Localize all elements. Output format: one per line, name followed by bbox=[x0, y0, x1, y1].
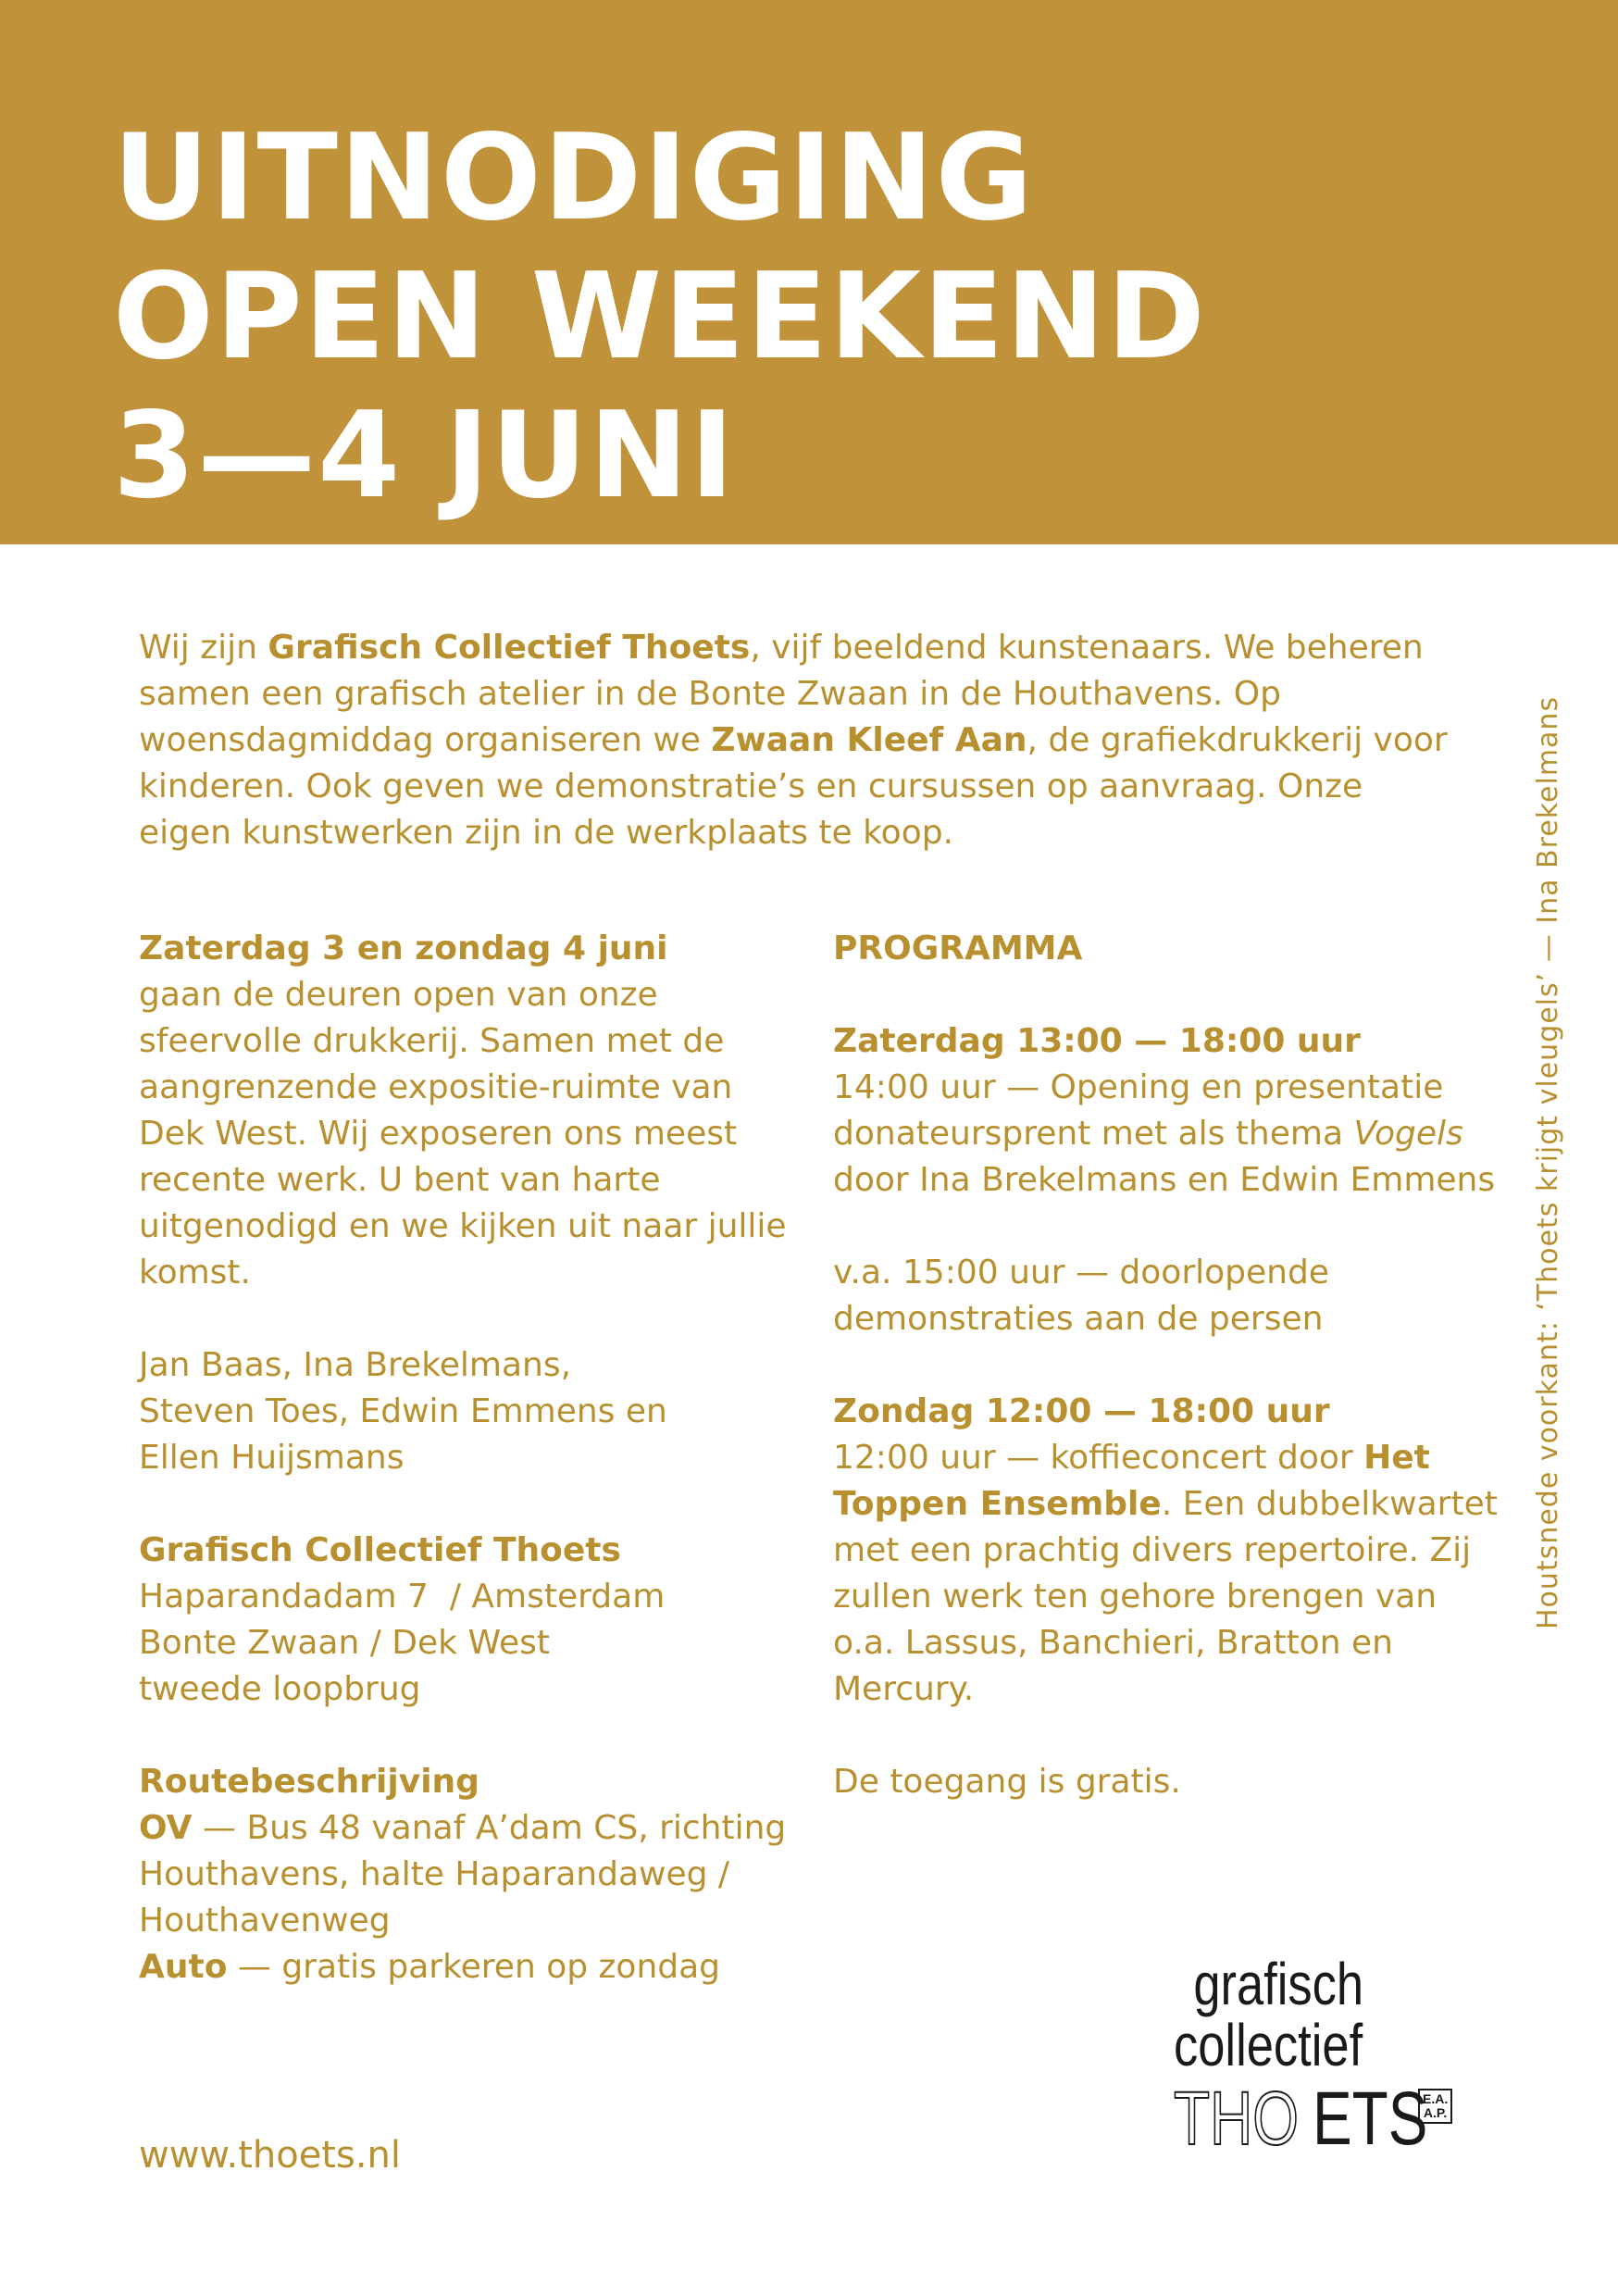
route-auto-text: — gratis parkeren op zondag bbox=[227, 1948, 721, 1986]
sunday-item-bold: Het Toppen Ensemble bbox=[833, 1439, 1430, 1523]
right-column bbox=[833, 926, 1500, 1805]
title-line-2: OPEN WEEKEND bbox=[113, 248, 1207, 386]
logo-wordmark bbox=[1174, 2077, 1479, 2161]
saturday-item-1-italic: Vogels bbox=[1353, 1115, 1463, 1153]
dates-heading: Zaterdag 3 en zondag 4 juni bbox=[139, 930, 668, 967]
saturday-item-1-pre: 14:00 uur — Opening en presentatie donateursprent met als thema bbox=[833, 1068, 1444, 1153]
dates-block bbox=[139, 926, 805, 1296]
address-block bbox=[139, 1528, 805, 1713]
website-link[interactable]: www.thoets.nl bbox=[139, 2134, 402, 2177]
names-line-2: Steven Toes, Edwin Emmens en bbox=[139, 1392, 667, 1430]
intro-bold-collective: Grafisch Collectief Thoets bbox=[268, 629, 751, 667]
intro-bold-zwaan: Zwaan Kleef Aan bbox=[711, 721, 1027, 759]
program-heading: PROGRAMMA bbox=[833, 930, 1083, 967]
route-block bbox=[139, 1759, 805, 1990]
sunday-item-pre: 12:00 uur — koffieconcert door bbox=[833, 1439, 1364, 1477]
logo-badge-line-2: A.P. bbox=[1423, 2105, 1448, 2120]
program-heading-block bbox=[833, 926, 1500, 972]
saturday-block bbox=[833, 1018, 1500, 1204]
logo-badge-line-1: E.A. bbox=[1423, 2091, 1449, 2106]
logo-line-2: collectief bbox=[1174, 2012, 1363, 2078]
entry-note: De toegang is gratis. bbox=[833, 1763, 1181, 1801]
title-line-3: 3—4 JUNI bbox=[113, 387, 736, 525]
address-line-1: Haparandadam 7 / Amsterdam bbox=[139, 1578, 666, 1616]
thoets-logo bbox=[1174, 1951, 1479, 2161]
address-heading: Grafisch Collectief Thoets bbox=[139, 1531, 621, 1569]
names-line-1: Jan Baas, Ina Brekelmans, bbox=[139, 1346, 572, 1384]
address-line-2: Bonte Zwaan / Dek West bbox=[139, 1624, 550, 1662]
page-title bbox=[113, 109, 1207, 526]
intro-text-1: Wij zijn bbox=[139, 629, 268, 667]
logo-mark-solid: ETS bbox=[1313, 2077, 1428, 2161]
saturday-item-1-post: door Ina Brekelmans en Edwin Emmens bbox=[833, 1161, 1496, 1199]
intro-text-3: , de grafiekdrukkerij voor kinderen. Ook geven we demonstratie’s en cursussen op aanvraag. Onze eigen kunstwerken zijn in de werkplaats te koop. bbox=[139, 721, 1448, 852]
title-line-1: UITNODIGING bbox=[113, 109, 1035, 247]
header-banner bbox=[0, 0, 1618, 544]
sunday-block bbox=[833, 1389, 1500, 1713]
route-ov-text: — Bus 48 vanaf A’dam CS, richting Houthavens, halte Haparandaweg / Houthavenweg bbox=[139, 1809, 787, 1940]
artists-names bbox=[139, 1342, 805, 1481]
route-ov-label: OV bbox=[139, 1809, 193, 1847]
intro-paragraph bbox=[139, 625, 1453, 856]
left-column bbox=[139, 926, 805, 1990]
saturday-item-2: v.a. 15:00 uur — doorlopende demonstraties aan de persen bbox=[833, 1254, 1329, 1338]
woodcut-credit: Houtsnede voorkant: ‘Thoets krijgt vleugels’ — Ina Brekelmans bbox=[1532, 695, 1564, 1629]
intro-text-2: , vijf beeldend kunstenaars. We beheren samen een grafisch atelier in de Bonte Zwaan in de Houthavens. Op woensdagmiddag organiseren we bbox=[139, 629, 1424, 759]
logo-mark-outline: THO bbox=[1174, 2077, 1300, 2161]
logo-line-1: grafisch bbox=[1193, 1951, 1364, 2017]
names-line-3: Ellen Huijsmans bbox=[139, 1439, 404, 1477]
saturday-heading: Zaterdag 13:00 — 18:00 uur bbox=[833, 1022, 1361, 1060]
sunday-item-post: . Een dubbelkwartet met een prachtig divers repertoire. Zij zullen werk ten gehore brengen van o.a. Lassus, Banchieri, Bratton en Mercury. bbox=[833, 1485, 1498, 1708]
address-line-3: tweede loopbrug bbox=[139, 1670, 421, 1708]
dates-text: gaan de deuren open van onze sfeervolle drukkerij. Samen met de aangrenzende expositie-ruimte van Dek West. Wij exposeren ons meest recente werk. U bent van harte uitgenodigd en we kijken uit naar jullie komst. bbox=[139, 976, 787, 1292]
route-heading: Routebeschrijving bbox=[139, 1763, 479, 1801]
route-auto-label: Auto bbox=[139, 1948, 228, 1986]
sunday-heading: Zondag 12:00 — 18:00 uur bbox=[833, 1392, 1330, 1430]
